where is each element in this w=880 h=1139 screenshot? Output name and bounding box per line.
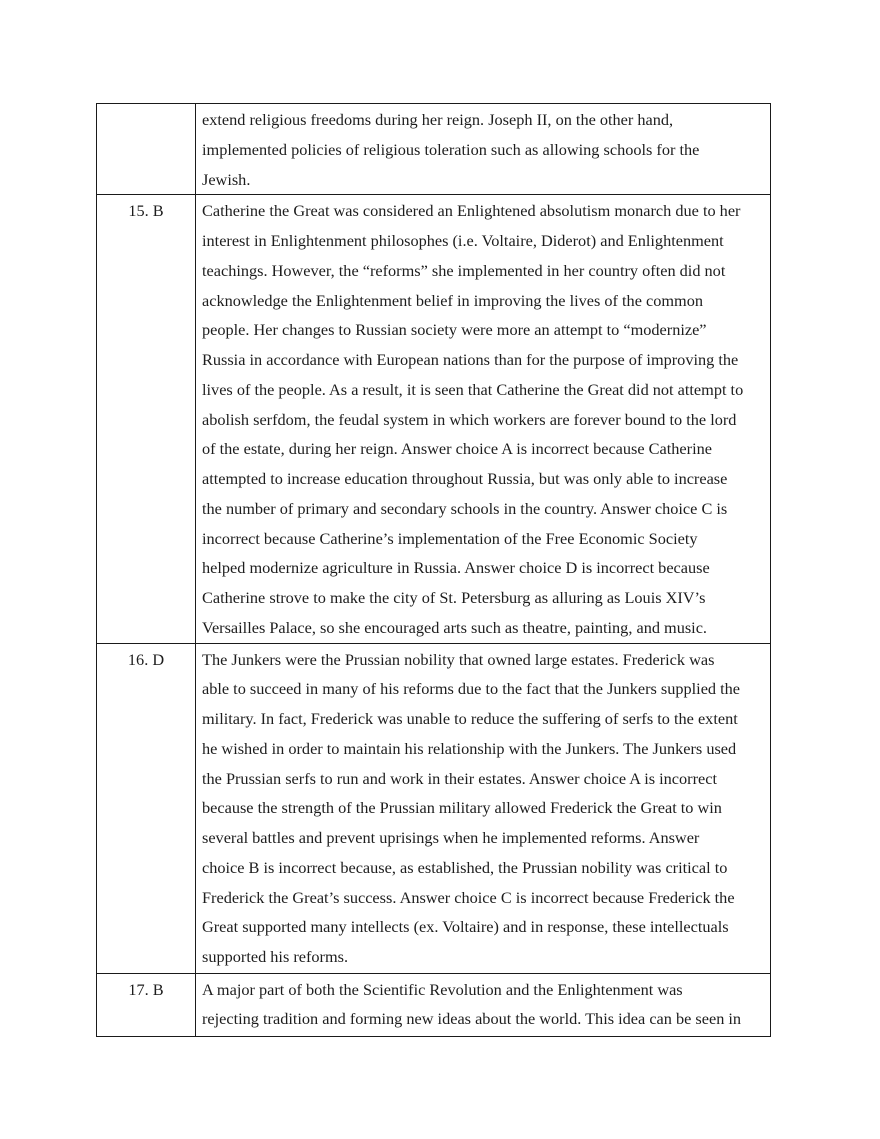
text-line: the number of primary and secondary schools in the country. Answer choice C is: [202, 498, 728, 518]
text-line: he wished in order to maintain his relationship with the Junkers. The Junkers used: [202, 738, 737, 758]
text-line: extend religious freedoms during her reign. Joseph II, on the other hand,: [202, 110, 674, 129]
answer-cell: 16. D: [97, 643, 196, 973]
text-line: teachings. However, the “reforms” she implemented in her country often did not: [202, 260, 726, 280]
text-line: several battles and prevent uprisings when he implemented reforms. Answer: [202, 828, 700, 847]
answer-cell: 15. B: [97, 195, 196, 643]
text-line: helped modernize agriculture in Russia. Answer choice D is incorrect because: [202, 558, 710, 578]
text-line: choice B is incorrect because, as established, the Prussian nobility was critical to: [202, 857, 728, 877]
explanation-cell: [196, 643, 771, 973]
explanation-cell: [196, 104, 771, 195]
text-line: Russia in accordance with European nations than for the purpose of improving the: [202, 350, 739, 369]
text-line: able to succeed in many of his reforms due to the fact that the Junkers supplied the: [202, 679, 741, 699]
text-line: implemented policies of religious toleration such as allowing schools for the: [202, 139, 700, 159]
text-line: Versailles Palace, so she encouraged arts such as theatre, painting, and music.: [202, 617, 708, 637]
text-line: A major part of both the Scientific Revolution and the Enlightenment was: [202, 979, 683, 999]
text-line: incorrect because Catherine’s implementation of the Free Economic Society: [202, 528, 698, 548]
text-line: Frederick the Great’s success. Answer choice C is incorrect because Frederick the: [202, 887, 735, 907]
explanation-cell: [196, 195, 771, 643]
text-line: Catherine strove to make the city of St. Petersburg as alluring as Louis XIV’s: [202, 588, 706, 607]
answer-cell: 17. B: [97, 973, 196, 1036]
table-row: [97, 195, 771, 643]
text-line: Catherine the Great was considered an Enlightened absolutism monarch due to her: [202, 201, 741, 221]
text-line: because the strength of the Prussian military allowed Frederick the Great to win: [202, 798, 722, 818]
text-line: people. Her changes to Russian society were more an attempt to “modernize”: [202, 320, 707, 340]
table-row: [97, 104, 771, 195]
text-line: acknowledge the Enlightenment belief in improving the lives of the common: [202, 290, 703, 310]
text-line: abolish serfdom, the feudal system in which workers are forever bound to the lord: [202, 409, 737, 429]
text-line: Jewish.: [202, 169, 251, 189]
text-line: lives of the people. As a result, it is seen that Catherine the Great did not attempt to: [202, 379, 744, 399]
text-line: the Prussian serfs to run and work in their estates. Answer choice A is incorrect: [202, 768, 717, 788]
text-line: military. In fact, Frederick was unable to reduce the suffering of serfs to the extent: [202, 709, 738, 728]
explanation-cell: [196, 973, 771, 1036]
table-row: [97, 973, 771, 1036]
text-line: rejecting tradition and forming new ideas about the world. This idea can be seen in: [202, 1009, 742, 1029]
text-line: Great supported many intellects (ex. Voltaire) and in response, these intellectuals: [202, 917, 729, 937]
table-row: [97, 643, 771, 973]
text-line: of the estate, during her reign. Answer choice A is incorrect because Catherine: [202, 439, 712, 459]
text-line: The Junkers were the Prussian nobility that owned large estates. Frederick was: [202, 649, 715, 669]
text-line: supported his reforms.: [202, 947, 349, 966]
answer-cell: [97, 104, 196, 195]
text-line: interest in Enlightenment philosophes (i.e. Voltaire, Diderot) and Enlightenment: [202, 231, 724, 250]
answers-table: [96, 103, 771, 1037]
text-line: attempted to increase education throughout Russia, but was only able to increase: [202, 469, 728, 488]
